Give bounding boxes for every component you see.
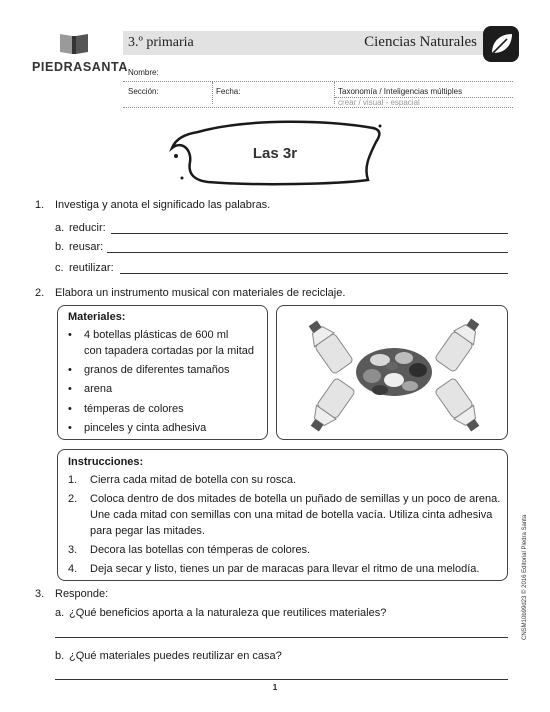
material-item: pinceles y cinta adhesiva [84,422,207,434]
materials-title: Materiales: [68,311,126,323]
q2-number: 2. [35,287,45,299]
q1-prompt: Investiga y anota el significado las palabras. [55,199,271,211]
bullet: • [68,383,72,395]
page-number: 1 [272,683,278,692]
instruction-text: Coloca dentro de dos mitades de botella un puñado de semillas y un poco de arena. [90,493,501,505]
bottles-and-seeds-illustration [280,310,504,436]
q3-number: 3. [35,588,45,600]
q3b-question: ¿Qué materiales puedes reutilizar en casa? [69,650,282,662]
q1b-answer-line[interactable] [107,252,508,253]
grade-label: 3.º primaria [128,35,194,50]
bullet: • [68,422,72,434]
material-item-cont: con tapadera cortadas por la mitad [84,345,254,357]
piedrasanta-logo-icon [58,32,90,56]
q1a-answer-line[interactable] [111,233,508,234]
q3a-answer-line[interactable] [55,637,508,638]
field-divider [334,82,335,104]
material-item: 4 botellas plásticas de 600 ml [84,329,229,341]
instruction-number: 1. [68,474,78,486]
instruction-text: Une cada mitad con semillas con una mitad de botella vacía. Utiliza cinta adhesiva [90,509,493,521]
q2-prompt: Elabora un instrumento musical con materiales de reciclaje. [55,287,346,299]
q1b-letter: b. [55,241,65,253]
worksheet-title: Las 3r [252,145,298,162]
name-label: Nombre: [128,68,159,77]
q3-prompt: Responde: [55,588,109,600]
instruction-number: 4. [68,563,78,575]
instruction-number: 3. [68,544,78,556]
material-item: granos de diferentes tamaños [84,364,230,376]
bullet: • [68,329,72,341]
bottle-icon [305,377,356,435]
date-label: Fecha: [216,87,241,96]
subject-label: Ciencias Naturales [364,34,477,50]
copyright-text: CNSM10b99d23 © 2016 Editorial Piedra Santa [522,514,528,640]
q1c-label: reutilizar: [69,262,114,274]
instruction-text: Decora las botellas con témperas de colores. [90,544,311,556]
bullet: • [68,364,72,376]
q3a-question: ¿Qué beneficios aporta a la naturaleza que reutilices materiales? [69,607,387,619]
instructions-title: Instrucciones: [68,456,144,468]
instruction-text: Cierra cada mitad de botella con su rosca. [90,474,297,486]
material-item: témperas de colores [84,403,184,415]
q1a-letter: a. [55,222,65,234]
q3b-letter: b. [55,650,65,662]
field-divider [212,82,213,104]
q1c-letter: c. [55,262,64,274]
bottle-icon [434,315,485,373]
seeds-icon [356,348,432,396]
instruction-number: 2. [68,493,78,505]
q1c-answer-line[interactable] [120,273,508,274]
bottle-icon [303,317,354,375]
leaf-icon [483,26,519,62]
q1b-label: reusar: [69,241,104,253]
q1-number: 1. [35,199,45,211]
name-field-line[interactable] [123,81,513,82]
q1a-label: reducir: [69,222,106,234]
bottle-icon [434,377,485,435]
instruction-text: para pegar las mitades. [90,525,205,537]
instruction-text: Deja secar y listo, tienes un par de maracas para llevar el ritmo de una melodía. [90,563,480,575]
q3b-answer-line[interactable] [55,679,508,680]
header-bottom-line [123,107,513,108]
taxonomy-values: crear / visual - espacial [338,98,420,107]
section-label: Sección: [128,87,159,96]
material-item: arena [84,383,113,395]
taxonomy-label: Taxonomía / Inteligencias múltiples [338,87,463,96]
q3a-letter: a. [55,607,65,619]
publisher-logo: PIEDRASANTA [32,60,128,74]
bullet: • [68,403,72,415]
